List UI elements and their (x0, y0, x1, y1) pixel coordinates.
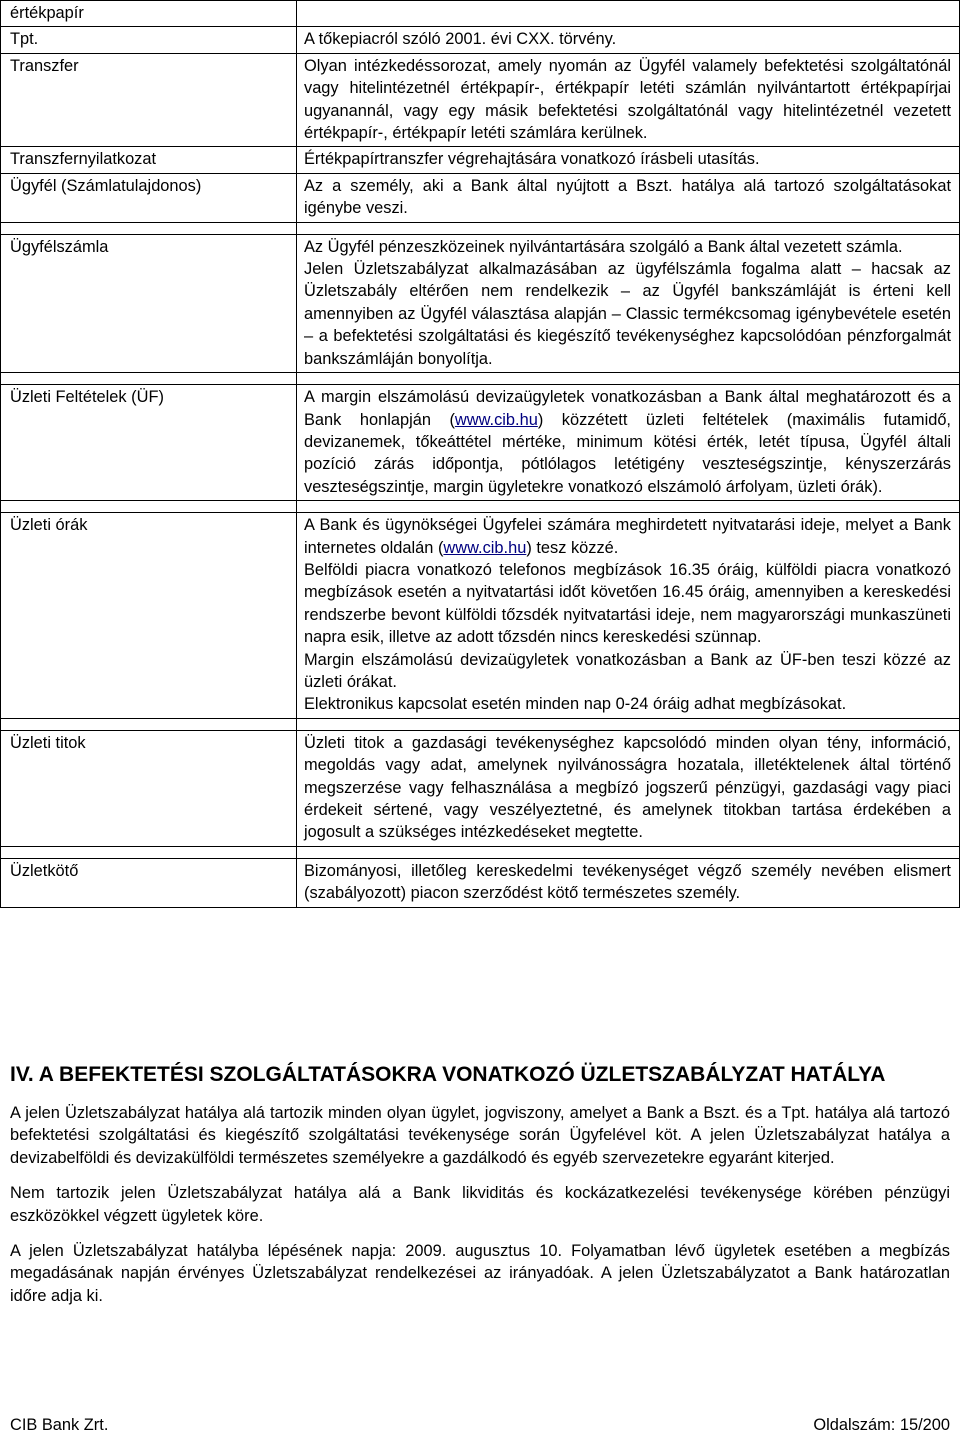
desc-paragraph: Az Ügyfél pénzeszközeinek nyilvántartására szolgáló a Bank által vezetett számla. (304, 237, 903, 256)
term-cell (1, 147, 297, 173)
table-row (1, 730, 960, 846)
table-row (1, 858, 960, 907)
page-footer (10, 1414, 950, 1436)
term-cell (1, 234, 297, 372)
gap-cell (297, 222, 960, 234)
row-gap (1, 718, 960, 730)
desc-cell (297, 53, 960, 147)
row-gap (1, 222, 960, 234)
table-row (1, 385, 960, 501)
desc-cell (297, 385, 960, 501)
table-row (1, 147, 960, 173)
desc-cell (297, 147, 960, 173)
table-row (1, 234, 960, 372)
term-cell (1, 53, 297, 147)
gap-cell (1, 222, 297, 234)
section-paragraph: A jelen Üzletszabályzat hatályba lépésének napja: 2009. augusztus 10. Folyamatban lévő ügyletek esetében a megbízás megadásának napján érvényes Üzletszabályzat rendelkezései az irányadóak. A jelen Üzletszabályzatot a Bank határozatlan időre adja ki. (10, 1242, 950, 1305)
gap-cell (297, 501, 960, 513)
desc-cell (297, 173, 960, 222)
desc-text: A margin elszámolású devizaügyletek vonatkozásban a Bank által meghatározott és a Bank honlapján ( (304, 388, 951, 429)
term-cell (1, 730, 297, 846)
footer-company: CIB Bank Zrt. (10, 1416, 109, 1434)
desc-paragraph: Bizományosi, illetőleg kereskedelmi tevékenységet végző személy nevében elismert (szabályozott) piacon szerződést kötő természetes személy. (304, 861, 951, 903)
scope-section (10, 1062, 950, 1320)
term-text: Transzfer (10, 56, 79, 75)
desc-paragraph: Belföldi piacra vonatkozó telefonos megbízások 16.35 óráig, külföldi piacra vonatkozó megbízások esetén a nyitvatartási időt követően 16.45 óráig, amennyiben a kereskedési rendszerbe bevont külföldi tőzsdék nyitvatartási ideje, nem magyarországi munkaszüneti napra esik, illetve az adott tőzsdén nincs kereskedési szünnap. (304, 560, 951, 647)
desc-text: ) tesz közzé. (526, 538, 619, 557)
desc-paragraph: Értékpapírtranszfer végrehajtására vonatkozó írásbeli utasítás. (304, 150, 760, 169)
gap-cell (297, 846, 960, 858)
table-row (1, 173, 960, 222)
term-text: Ügyfél (Számlatulajdonos) (10, 176, 202, 195)
desc-paragraph: Jelen Üzletszabályzat alkalmazásában az ügyfélszámla fogalma alatt – hacsak az Üzletszabály eltérően nem rendelkezik – az Ügyfél bankszámláját is érteni kell amennyiben az Ügyfél választása alapján – Classic termékcsomag igénybevétele esetén – a befektetési szolgáltatási és kiegészítő tevékenységhez kapcsolódóan pénzforgalmát bankszámláján bonyolítja. (304, 260, 951, 368)
desc-paragraph: Az a személy, aki a Bank által nyújtott a Bszt. hatálya alá tartozó szolgáltatásokat igénybe veszi. (304, 176, 951, 218)
term-cell (1, 27, 297, 53)
row-gap (1, 501, 960, 513)
section-heading: IV. A BEFEKTETÉSI SZOLGÁLTATÁSOKRA VONATKOZÓ ÜZLETSZABÁLYZAT HATÁLYA (10, 1063, 886, 1086)
desc-paragraph (304, 386, 951, 498)
term-cell (1, 1, 297, 27)
term-text: Transzfernyilatkozat (10, 150, 157, 169)
gap-cell (1, 501, 297, 513)
section-paragraph: Nem tartozik jelen Üzletszabályzat hatálya alá a Bank likviditás és kockázatkezelési tevékenysége körében pénzügyi eszközökkel végzett ügyletek köre. (10, 1184, 950, 1225)
table-row (1, 513, 960, 719)
desc-empty (304, 1, 951, 26)
gap-cell (1, 846, 297, 858)
desc-paragraph: Olyan intézkedéssorozat, amely nyomán az Ügyfél valamely befektetési szolgáltatónál vagy hitelintézetnél értékpapír-, értékpapír letéti számlán nyilvántartott értékpapírjai ugyanannál, vagy egy másik befektetési szolgáltatónál vagy hitelintézetnél vezetett értékpapír-, értékpapír letéti számlára kerülnek. (304, 56, 951, 143)
section-paragraph: A jelen Üzletszabályzat hatálya alá tartozik minden olyan ügylet, jogviszony, amelyet a Bank a Bszt. és a Tpt. hatálya alá tartozó befektetési szolgáltatási és kiegészítő szolgáltatási tevékenysége során Ügyfelével köt. A jelen Üzletszabályzat hatálya a devizabelföldi és devizakülföldi természetes személyekre a gazdálkodó és egyéb szervezetekre egyaránt kiterjed. (10, 1104, 950, 1167)
desc-paragraph: A tőkepiacról szóló 2001. évi CXX. törvény. (304, 30, 617, 49)
desc-paragraph: Margin elszámolású devizaügyletek vonatkozásban a Bank az ÜF-ben teszi közzé az üzleti órákat. (304, 650, 951, 691)
desc-cell (297, 513, 960, 719)
term-cell (1, 513, 297, 719)
desc-text: A Bank és ügynökségei Ügyfelei számára meghirdetett nyitvatarási ideje, melyet a Bank internetes oldalán ( (304, 516, 951, 557)
desc-cell (297, 234, 960, 372)
term-cell (1, 858, 297, 907)
table-row (1, 53, 960, 147)
desc-paragraph: Elektronikus kapcsolat esetén minden nap 0-24 óráig adhat megbízásokat. (304, 695, 847, 714)
gap-cell (297, 373, 960, 385)
desc-paragraph: Üzleti titok a gazdasági tevékenységhez kapcsolódó minden olyan tény, információ, megoldás vagy adat, amelynek nyilvánosságra hozatala, illetéktelenek által történő megszerzése vagy felhasználása a megbízó jogszerű pénzügyi, gazdasági vagy piaci érdekeit sértené, vagy veszélyeztetné, és amelynek titokban tartása érdekében a jogosult a szükséges intézkedéseket megtette. (304, 733, 951, 842)
bank-website-link[interactable]: www.cib.hu (454, 410, 538, 429)
term-text: Üzleti órák (10, 516, 88, 535)
term-text: Tpt. (10, 30, 39, 49)
desc-text: ) közzétett üzleti feltételek (maximális futamidő, devizanemek, tőkeáttétel mértéke, minimum kötési érték, letét típusa, Ügyfél általi pozíció zárás időpontja, pótlólagos letétigény veszteségszintje, kényszerzárás veszteségszintje, margin ügyletekre vonatkozó elszámoló árfolyam, üzleti órák). (304, 410, 951, 496)
table-row (1, 27, 960, 53)
term-text: értékpapír (10, 4, 84, 22)
footer-page-number: Oldalszám: 15/200 (813, 1416, 950, 1434)
term-text: Üzleti titok (10, 733, 86, 752)
table-row (1, 1, 960, 27)
gap-cell (1, 373, 297, 385)
term-text: Ügyfélszámla (10, 237, 109, 256)
desc-cell (297, 27, 960, 53)
desc-cell (297, 1, 960, 27)
row-gap (1, 846, 960, 858)
term-cell (1, 173, 297, 222)
term-cell (1, 385, 297, 501)
gap-cell (1, 718, 297, 730)
desc-paragraph (304, 514, 951, 559)
bank-website-link[interactable]: www.cib.hu (443, 538, 527, 557)
term-text: Üzletkötő (10, 861, 79, 880)
row-gap (1, 373, 960, 385)
term-text: Üzleti Feltételek (ÜF) (10, 388, 164, 407)
desc-cell (297, 858, 960, 907)
gap-cell (297, 718, 960, 730)
desc-cell (297, 730, 960, 846)
